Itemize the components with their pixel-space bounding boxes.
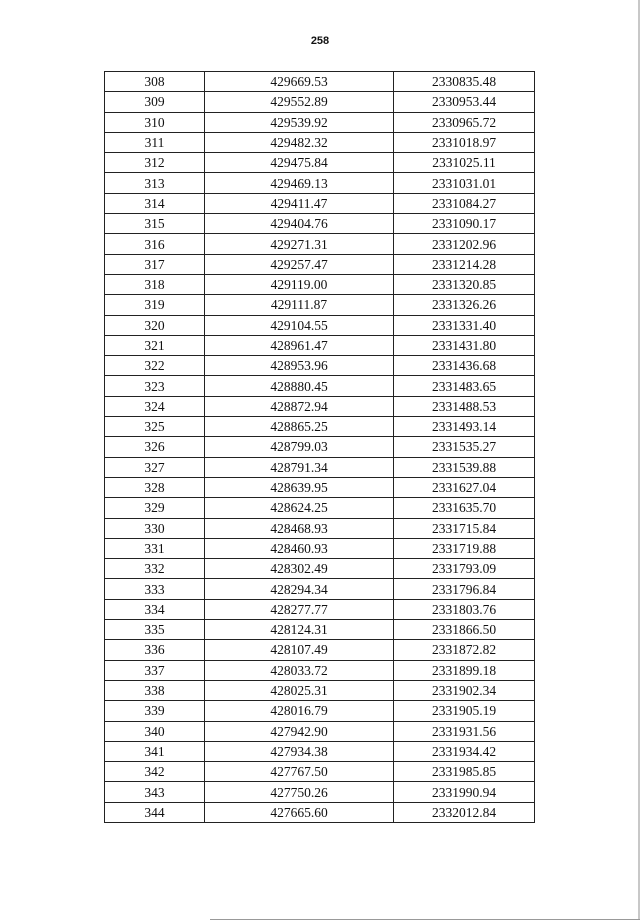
table-row [105,92,535,112]
table-row [105,782,535,802]
x-coordinate-cell: 429539.92 [205,112,394,132]
point-number-cell: 316 [105,234,205,254]
x-coordinate-cell: 428953.96 [205,356,394,376]
y-coordinate-cell: 2331331.40 [394,315,535,335]
table-row [105,437,535,457]
y-coordinate-cell: 2331535.27 [394,437,535,457]
y-coordinate-cell: 2331084.27 [394,193,535,213]
table-row [105,295,535,315]
y-coordinate-cell: 2331483.65 [394,376,535,396]
point-number-cell: 310 [105,112,205,132]
y-coordinate-cell: 2331320.85 [394,274,535,294]
table-row [105,599,535,619]
point-number-cell: 340 [105,721,205,741]
point-number-cell: 343 [105,782,205,802]
point-number-cell: 319 [105,295,205,315]
point-number-cell: 313 [105,173,205,193]
table-row [105,315,535,335]
table-row [105,457,535,477]
page-number: 258 [310,35,330,47]
table-row [105,254,535,274]
x-coordinate-cell: 428016.79 [205,701,394,721]
x-coordinate-cell: 428639.95 [205,477,394,497]
point-number-cell: 331 [105,538,205,558]
point-number-cell: 318 [105,274,205,294]
y-coordinate-cell: 2331202.96 [394,234,535,254]
x-coordinate-cell: 428277.77 [205,599,394,619]
point-number-cell: 324 [105,396,205,416]
x-coordinate-cell: 428033.72 [205,660,394,680]
point-number-cell: 326 [105,437,205,457]
table-row [105,193,535,213]
table-row [105,559,535,579]
x-coordinate-cell: 429475.84 [205,153,394,173]
x-coordinate-cell: 429111.87 [205,295,394,315]
table-row [105,234,535,254]
x-coordinate-cell: 429469.13 [205,173,394,193]
y-coordinate-cell: 2331539.88 [394,457,535,477]
table-row [105,741,535,761]
point-number-cell: 308 [105,72,205,92]
point-number-cell: 334 [105,599,205,619]
y-coordinate-cell: 2331719.88 [394,538,535,558]
table-row [105,640,535,660]
x-coordinate-cell: 428880.45 [205,376,394,396]
table-row [105,173,535,193]
y-coordinate-cell: 2330965.72 [394,112,535,132]
table-row [105,153,535,173]
y-coordinate-cell: 2331025.11 [394,153,535,173]
y-coordinate-cell: 2331803.76 [394,599,535,619]
y-coordinate-cell: 2331902.34 [394,680,535,700]
point-number-cell: 320 [105,315,205,335]
table-row [105,762,535,782]
table-row [105,538,535,558]
point-number-cell: 312 [105,153,205,173]
y-coordinate-cell: 2331627.04 [394,477,535,497]
x-coordinate-cell: 429271.31 [205,234,394,254]
point-number-cell: 328 [105,477,205,497]
y-coordinate-cell: 2331715.84 [394,518,535,538]
x-coordinate-cell: 429669.53 [205,72,394,92]
table-row [105,214,535,234]
x-coordinate-cell: 429411.47 [205,193,394,213]
x-coordinate-cell: 427750.26 [205,782,394,802]
point-number-cell: 341 [105,741,205,761]
table-row [105,579,535,599]
point-number-cell: 335 [105,620,205,640]
x-coordinate-cell: 428294.34 [205,579,394,599]
point-number-cell: 336 [105,640,205,660]
x-coordinate-cell: 427942.90 [205,721,394,741]
table-row [105,335,535,355]
table-row [105,680,535,700]
x-coordinate-cell: 428107.49 [205,640,394,660]
y-coordinate-cell: 2331090.17 [394,214,535,234]
y-coordinate-cell: 2331326.26 [394,295,535,315]
table-row [105,701,535,721]
point-number-cell: 344 [105,802,205,822]
point-number-cell: 322 [105,356,205,376]
y-coordinate-cell: 2330953.44 [394,92,535,112]
y-coordinate-cell: 2331214.28 [394,254,535,274]
y-coordinate-cell: 2331031.01 [394,173,535,193]
table-row [105,112,535,132]
table-row [105,660,535,680]
x-coordinate-cell: 428791.34 [205,457,394,477]
table-row [105,356,535,376]
y-coordinate-cell: 2332012.84 [394,802,535,822]
point-number-cell: 311 [105,132,205,152]
point-number-cell: 309 [105,92,205,112]
table-row [105,417,535,437]
table-row [105,518,535,538]
x-coordinate-cell: 429119.00 [205,274,394,294]
y-coordinate-cell: 2331796.84 [394,579,535,599]
y-coordinate-cell: 2330835.48 [394,72,535,92]
table-row [105,376,535,396]
x-coordinate-cell: 427767.50 [205,762,394,782]
y-coordinate-cell: 2331934.42 [394,741,535,761]
x-coordinate-cell: 429257.47 [205,254,394,274]
y-coordinate-cell: 2331793.09 [394,559,535,579]
y-coordinate-cell: 2331985.85 [394,762,535,782]
x-coordinate-cell: 428468.93 [205,518,394,538]
x-coordinate-cell: 429404.76 [205,214,394,234]
table-row [105,802,535,822]
y-coordinate-cell: 2331436.68 [394,356,535,376]
x-coordinate-cell: 428025.31 [205,680,394,700]
y-coordinate-cell: 2331990.94 [394,782,535,802]
point-number-cell: 325 [105,417,205,437]
x-coordinate-cell: 427934.38 [205,741,394,761]
y-coordinate-cell: 2331905.19 [394,701,535,721]
y-coordinate-cell: 2331931.56 [394,721,535,741]
table-row [105,72,535,92]
y-coordinate-cell: 2331493.14 [394,417,535,437]
table-row [105,396,535,416]
x-coordinate-cell: 428865.25 [205,417,394,437]
point-number-cell: 321 [105,335,205,355]
x-coordinate-cell: 428302.49 [205,559,394,579]
y-coordinate-cell: 2331872.82 [394,640,535,660]
point-number-cell: 332 [105,559,205,579]
table-row [105,498,535,518]
point-number-cell: 339 [105,701,205,721]
y-coordinate-cell: 2331635.70 [394,498,535,518]
table-row [105,620,535,640]
y-coordinate-cell: 2331018.97 [394,132,535,152]
table-row [105,721,535,741]
point-number-cell: 327 [105,457,205,477]
y-coordinate-cell: 2331866.50 [394,620,535,640]
coordinate-table-body [105,72,535,823]
x-coordinate-cell: 427665.60 [205,802,394,822]
coordinate-table [104,71,535,823]
x-coordinate-cell: 429482.32 [205,132,394,152]
y-coordinate-cell: 2331899.18 [394,660,535,680]
point-number-cell: 337 [105,660,205,680]
x-coordinate-cell: 428872.94 [205,396,394,416]
table-row [105,132,535,152]
x-coordinate-cell: 428124.31 [205,620,394,640]
point-number-cell: 338 [105,680,205,700]
y-coordinate-cell: 2331488.53 [394,396,535,416]
point-number-cell: 314 [105,193,205,213]
x-coordinate-cell: 428460.93 [205,538,394,558]
point-number-cell: 315 [105,214,205,234]
point-number-cell: 317 [105,254,205,274]
point-number-cell: 342 [105,762,205,782]
x-coordinate-cell: 428799.03 [205,437,394,457]
table-row [105,477,535,497]
table-row [105,274,535,294]
x-coordinate-cell: 428961.47 [205,335,394,355]
x-coordinate-cell: 428624.25 [205,498,394,518]
x-coordinate-cell: 429552.89 [205,92,394,112]
point-number-cell: 323 [105,376,205,396]
y-coordinate-cell: 2331431.80 [394,335,535,355]
point-number-cell: 333 [105,579,205,599]
point-number-cell: 330 [105,518,205,538]
point-number-cell: 329 [105,498,205,518]
x-coordinate-cell: 429104.55 [205,315,394,335]
